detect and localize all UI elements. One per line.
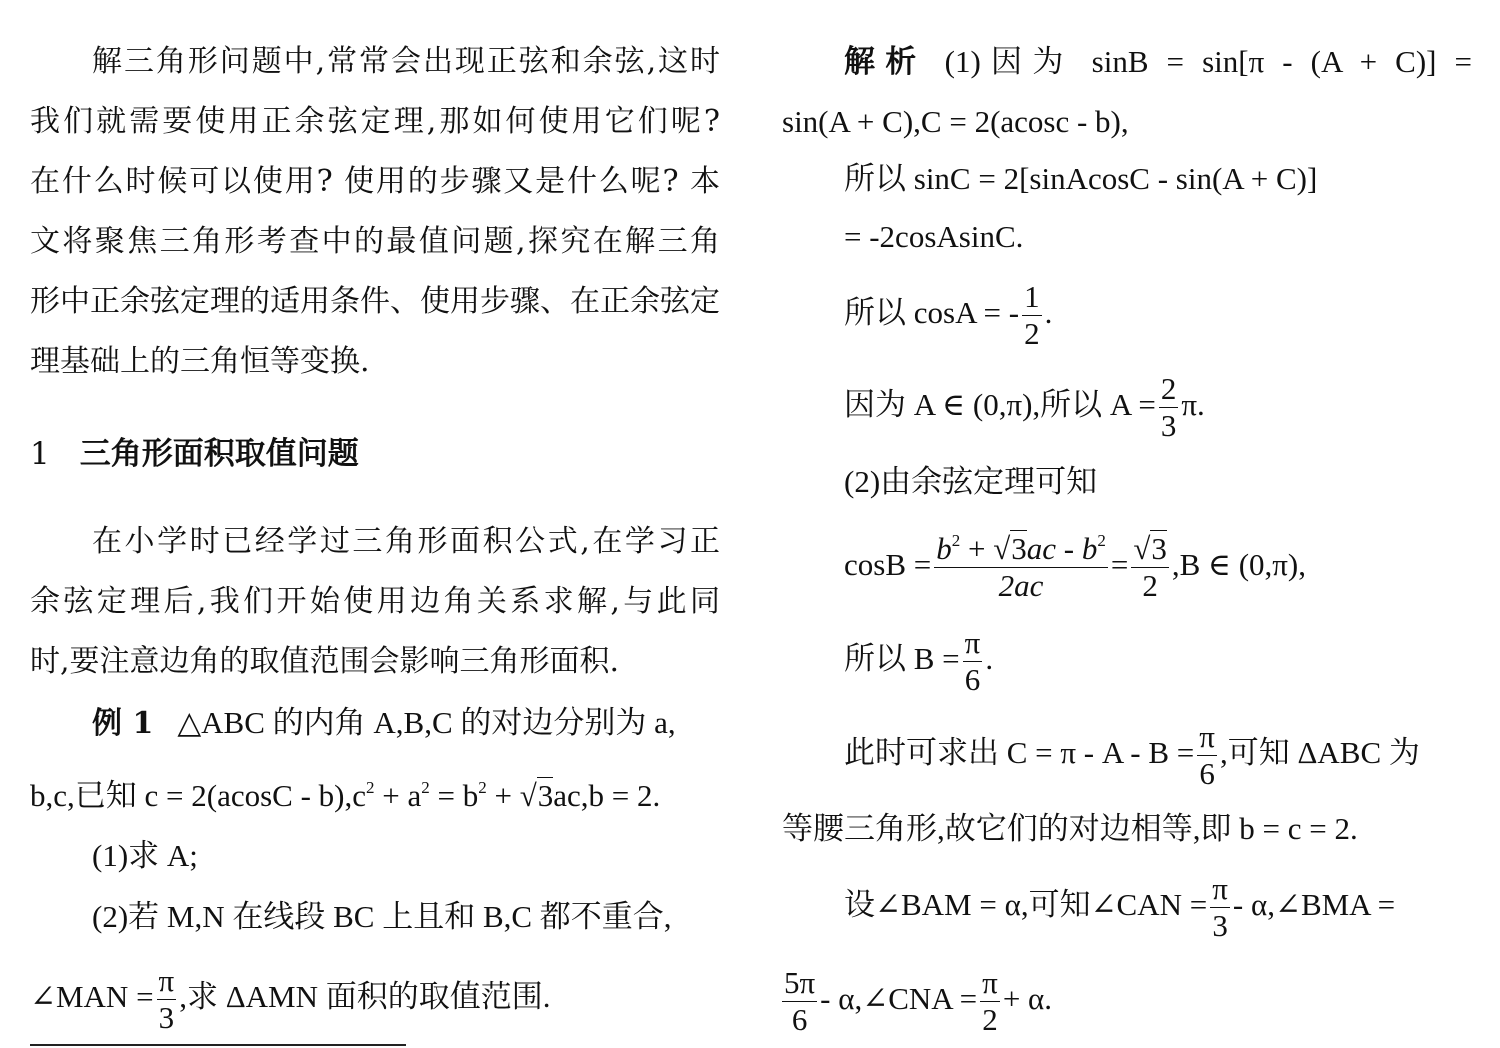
cosB-denominator: 2ac: [998, 568, 1044, 604]
right-column: [782, 0, 1472, 1048]
analysis-line-12: [844, 870, 1396, 944]
frac-den: 3: [158, 1000, 175, 1036]
section-number: 1: [30, 436, 50, 472]
para2-line-3: 时,要注意边角的取值范围会影响三角形面积.: [30, 644, 620, 679]
q2b-post: ,求 ΔAMN 面积的取值范围.: [179, 979, 551, 1014]
fraction-pi-3: [1210, 870, 1230, 944]
analysis-line-4: = -2cosAsinC.: [844, 219, 1024, 254]
r8-post: ,B ∈ (0,π),: [1171, 547, 1306, 582]
frac-den: 6: [791, 1002, 808, 1038]
frac-num: π: [980, 967, 1000, 1003]
analysis-line-13: [782, 964, 1053, 1038]
r8-eq: =: [1110, 547, 1129, 582]
analysis-line-1: [844, 44, 1472, 80]
sqrt-3: 3: [537, 778, 554, 813]
left-column: [30, 0, 720, 1048]
analysis-line-11: 等腰三角形,故它们的对边相等,即 b = c = 2.: [782, 811, 1358, 846]
analysis-line-9: [844, 624, 994, 698]
frac-num: π: [1210, 873, 1230, 909]
analysis-r1: (1)因为 sinB = sin[π - (A + C)] =: [944, 44, 1473, 79]
intro-line-2: 我们就需要使用正余弦定理,那如何使用它们呢?: [30, 104, 720, 139]
analysis-line-3: 所以 sinC = 2[sinAcosC - sin(A + C)]: [844, 161, 1318, 196]
analysis-line-5: 所以 cosA = - $\frac{1}{2}$ .: [844, 278, 1053, 352]
exp-a: 2: [421, 778, 430, 797]
footnote-rule: [30, 1044, 406, 1046]
intro-line-4: 文将聚焦三角形考查中的最值问题,探究在解三角: [30, 224, 720, 259]
analysis-line-6: [844, 370, 1205, 444]
question-2: (2)若 M,N 在线段 BC 上且和 B,C 都不重合,: [92, 899, 672, 934]
analysis-line-2: sin(A + C),C = 2(acosc - b),: [782, 104, 1129, 139]
fraction-pi-6b: [1197, 718, 1217, 792]
frac-den: 6: [964, 662, 981, 698]
analysis-line-8: [844, 530, 1306, 604]
fraction-pi-2: [980, 964, 1000, 1038]
fraction-sqrt3-2: [1131, 530, 1169, 604]
example-line-1: [92, 705, 676, 741]
frac-num: π: [963, 627, 983, 663]
fraction-1-2: [1022, 278, 1042, 352]
r13-mid: - α,∠CNA =: [820, 981, 978, 1016]
question-1: (1)求 A;: [92, 838, 198, 873]
frac-num: π: [1197, 721, 1217, 757]
fraction-2-3: [1159, 370, 1179, 444]
r10-pre: 此时可求出 C = π - A - B =: [844, 735, 1195, 770]
frac-num: 2: [1159, 373, 1179, 409]
r5-pre: 所以 cosA = -: [844, 295, 1020, 330]
question-2b: [30, 962, 551, 1036]
num-b: b: [936, 530, 952, 566]
fraction-5pi-6: [782, 964, 817, 1038]
section-heading: [30, 436, 359, 472]
para2-line-1: 在小学时已经学过三角形面积公式,在学习正: [92, 524, 720, 559]
frac-den: 2: [1024, 316, 1040, 352]
fraction-pi-6: [963, 624, 983, 698]
sqrt-3: 3: [1151, 530, 1167, 566]
r9-post: .: [985, 641, 994, 676]
num-rest: ac - b: [1026, 530, 1098, 566]
frac-den: 2: [982, 1002, 998, 1038]
fraction-pi-3: [157, 962, 177, 1036]
frac-den: 3: [1212, 908, 1228, 944]
frac-num: 1: [1022, 281, 1042, 317]
r12-pre: 设∠BAM = α,可知∠CAN =: [844, 887, 1208, 922]
exp-c: 2: [366, 778, 375, 797]
example-line-2: b,c,已知 $c = 2(acosC - b),c^2 + a^2 = b^2 + √3ac,b = 2$.: [30, 778, 661, 813]
q2b-pre: ∠MAN =: [30, 979, 154, 1014]
r8-pre: cosB =: [844, 547, 932, 582]
r6-post: π.: [1181, 387, 1205, 422]
intro-line-3: 在什么时候可以使用? 使用的步骤又是什么呢? 本: [30, 164, 720, 199]
r10-post: ,可知 ΔABC 为: [1219, 735, 1420, 770]
fraction-cosB: [934, 530, 1108, 604]
analysis-line-10: [844, 718, 1420, 792]
frac-den: 3: [1160, 408, 1177, 444]
frac-num: 5π: [782, 967, 817, 1003]
para2-line-2: 余弦定理后,我们开始使用边角关系求解,与此同: [30, 584, 720, 619]
r12-post: - α,∠BMA =: [1232, 887, 1396, 922]
section-title: 三角形面积取值问题: [79, 436, 359, 472]
example-line-2-b: + a: [374, 778, 422, 813]
num-sqrt3: 3: [1011, 530, 1027, 566]
r6-pre: 因为 A ∈ (0,π),所以 A =: [844, 387, 1156, 422]
example-line-2-c: = b: [429, 778, 479, 813]
analysis-line-7: (2)由余弦定理可知: [844, 464, 1098, 499]
r13-post: + α.: [1002, 981, 1053, 1016]
intro-line-6: 理基础上的三角恒等变换.: [30, 344, 370, 379]
frac-num: √3: [1131, 533, 1169, 569]
example-text-1: △ABC 的内角 A,B,C 的对边分别为 a,: [177, 705, 676, 740]
frac-den: 2: [1142, 568, 1158, 604]
num-plus: +: [960, 530, 994, 566]
cosB-numerator: $b^2 + √3ac - b^2$: [934, 533, 1108, 569]
intro-line-1: 解三角形问题中,常常会出现正弦和余弦,这时: [92, 44, 720, 79]
r9-pre: 所以 B =: [844, 641, 960, 676]
example-line-2-e: ac,b = 2.: [553, 778, 661, 813]
exp-b: 2: [478, 778, 487, 797]
frac-den: 6: [1199, 756, 1215, 792]
example-line-2-d: +: [486, 778, 520, 813]
intro-line-5: 形中正余弦定理的适用条件、使用步骤、在正余弦定: [30, 284, 720, 319]
example-label: 例 1: [92, 706, 154, 741]
example-line-2-a: b,c,已知 c = 2(acosC - b),c: [30, 778, 366, 813]
analysis-label: 解析: [844, 44, 927, 80]
frac-num: π: [157, 965, 177, 1001]
